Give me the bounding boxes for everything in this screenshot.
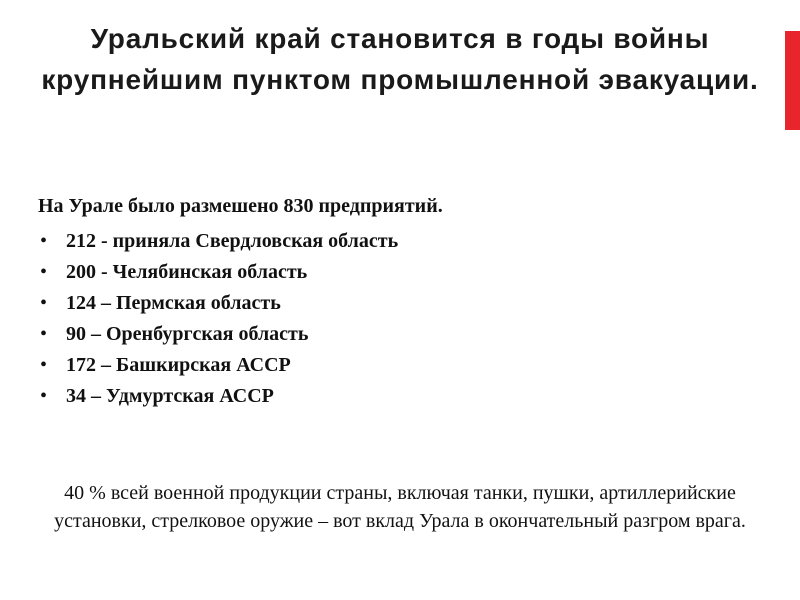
footer-text: 40 % всей военной продукции страны, включая танки, пушки, артиллерийские установки, стрелковое оружие – вот вклад Урала в окончательный разгром врага. (54, 482, 746, 532)
accent-bar (785, 31, 800, 130)
slide-title: Уральский край становится в годы войны крупнейшим пунктом промышленной эвакуации. (41, 23, 759, 95)
list-item (38, 288, 398, 319)
bullet-icon: • (40, 354, 48, 376)
bullet-icon: • (40, 261, 48, 283)
bullet-icon: • (40, 385, 48, 407)
bullet-icon: • (40, 323, 48, 345)
list-item (38, 257, 398, 288)
list-item (38, 226, 398, 257)
list-item-text: 90 – Оренбургская область (66, 323, 309, 345)
list-item (38, 319, 398, 350)
bullet-icon: • (40, 292, 48, 314)
list-item (38, 350, 398, 381)
list-item-text: 172 – Башкирская АССР (66, 354, 291, 376)
list-item (38, 381, 398, 412)
list-item-text: 212 - приняла Свердловская область (66, 230, 399, 252)
list-item-text: 200 - Челябинская область (66, 261, 308, 283)
list-item-text: 124 – Пермская область (66, 292, 281, 314)
list-item-text: 34 – Удмуртская АССР (66, 385, 274, 407)
lead-text: На Урале было размешено 830 предприятий. (38, 195, 443, 217)
bullet-icon: • (40, 230, 48, 252)
enterprise-list (38, 226, 398, 412)
